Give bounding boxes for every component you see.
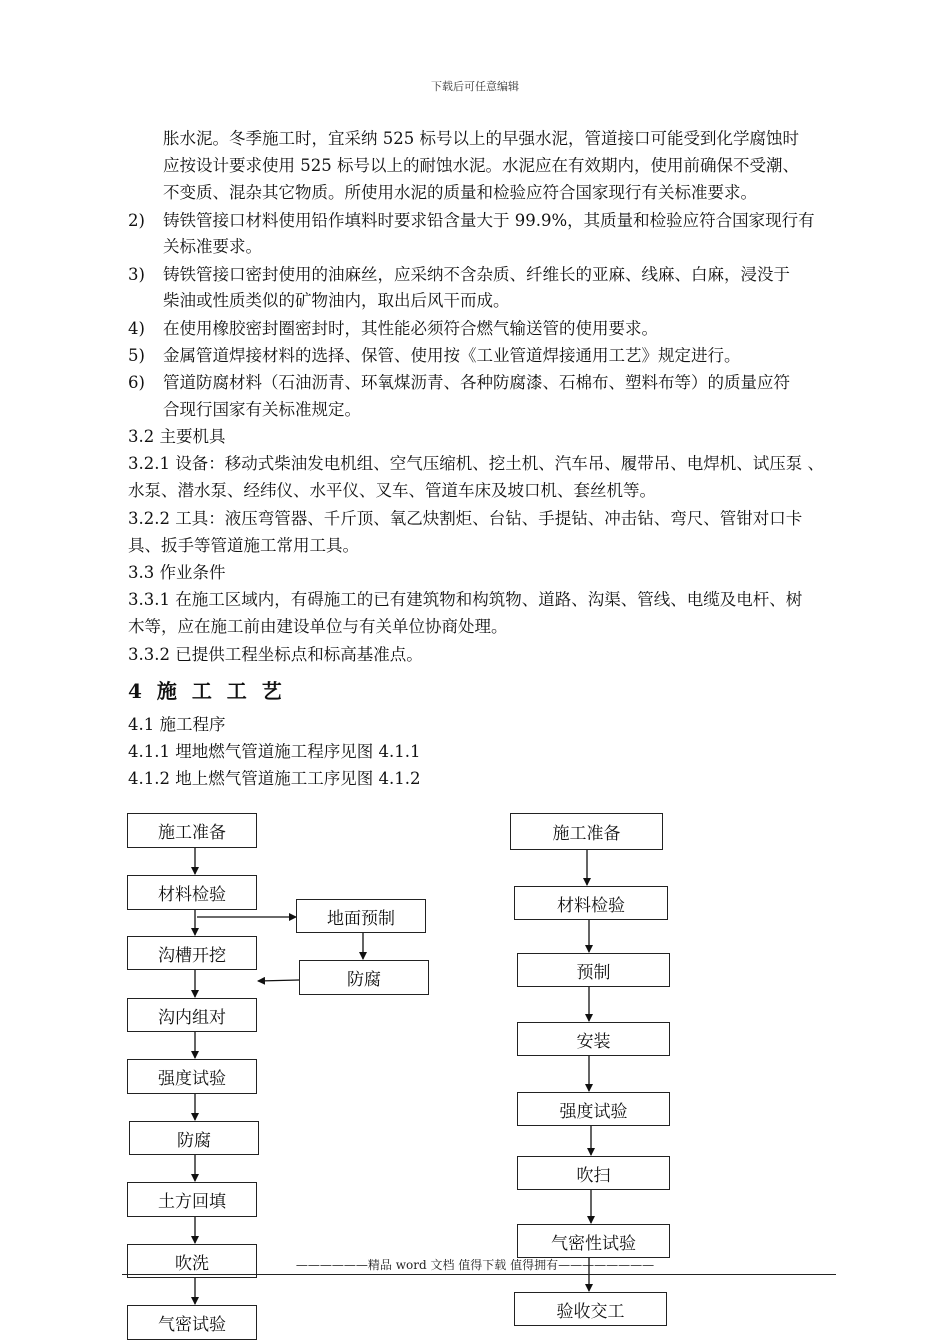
- flow-box: 吹扫: [517, 1156, 670, 1190]
- paragraph-line: 木等，应在施工前由建设单位与有关单位协商处理。: [128, 617, 508, 636]
- flow-box: 施工准备: [127, 813, 257, 848]
- paragraph-line: 3.2.2 工具：液压弯管器、千斤顶、氧乙炔割炬、台钻、手提钻、冲击钻、弯尺、管钳对口卡: [128, 509, 803, 528]
- section-heading: 3.2 主要机具: [128, 427, 226, 446]
- paragraph-line: 铸铁管接口密封使用的油麻丝，应采纳不含杂质、纤维长的亚麻、线麻、白麻，浸没于: [163, 265, 790, 284]
- chapter-heading: 4 施 工 工 艺: [128, 679, 286, 703]
- paragraph-line: 关标准要求。: [163, 237, 262, 256]
- paragraph-line: 4.1.1 埋地燃气管道施工程序见图 4.1.1: [128, 742, 421, 761]
- paragraph-line: 铸铁管接口材料使用铅作填料时要求铅含量大于 99.9%，其质量和检验应符合国家现行有: [163, 211, 815, 230]
- paragraph-line: 管道防腐材料（石油沥青、环氧煤沥青、各种防腐漆、石棉布、塑料布等）的质量应符: [163, 373, 790, 392]
- paragraph-line: 3.3.1 在施工区域内，有碍施工的已有建筑物和构筑物、道路、沟渠、管线、电缆及电杆、树: [128, 590, 803, 609]
- paragraph-line: 4.1.2 地上燃气管道施工工序见图 4.1.2: [128, 769, 421, 788]
- flow-box: 气密性试验: [517, 1224, 670, 1258]
- flow-box: 沟槽开挖: [127, 936, 257, 970]
- flow-box: 材料检验: [127, 875, 257, 910]
- paragraph-line: 应按设计要求使用 525 标号以上的耐蚀水泥。水泥应在有效期内，使用前确保不受潮、: [163, 156, 799, 175]
- flow-box-side: 地面预制: [296, 899, 426, 933]
- flow-box: 强度试验: [127, 1059, 257, 1094]
- paragraph-line: 水泵、潜水泵、经纬仪、水平仪、叉车、管道车床及坡口机、套丝机等。: [128, 481, 656, 500]
- paragraph-line: 3.3.2 已提供工程坐标点和标高基准点。: [128, 645, 423, 664]
- flow-box: 安装: [517, 1022, 670, 1056]
- flow-box-side: 防腐: [299, 960, 429, 995]
- paragraph-line: 3.2.1 设备：移动式柴油发电机组、空气压缩机、挖土机、汽车吊、履带吊、电焊机、试压泵 、: [128, 454, 824, 473]
- flow-box: 预制: [517, 953, 670, 987]
- list-number: 2): [128, 211, 145, 230]
- list-number: 6): [128, 373, 145, 392]
- flow-box: 吹洗: [127, 1244, 257, 1278]
- flow-box: 沟内组对: [127, 998, 257, 1032]
- flow-box: 施工准备: [510, 813, 663, 850]
- flow-box: 强度试验: [517, 1092, 670, 1126]
- list-number: 3): [128, 265, 145, 284]
- section-heading: 4.1 施工程序: [128, 715, 226, 734]
- paragraph-line: 不变质、混杂其它物质。所使用水泥的质量和检验应符合国家现行有关标准要求。: [163, 183, 757, 202]
- flow-box: 土方回填: [127, 1182, 257, 1217]
- flow-box: 材料检验: [514, 886, 668, 920]
- flow-box: 验收交工: [514, 1292, 667, 1326]
- paragraph-line: 柴油或性质类似的矿物油内，取出后风干而成。: [163, 291, 510, 310]
- section-heading: 3.3 作业条件: [128, 563, 226, 582]
- flow-box: 防腐: [129, 1121, 259, 1155]
- paragraph-line: 金属管道焊接材料的选择、保管、使用按《工业管道焊接通用工艺》规定进行。: [163, 346, 741, 365]
- paragraph-line: 具、扳手等管道施工常用工具。: [128, 536, 359, 555]
- paragraph-line: 合现行国家有关标准规定。: [163, 400, 361, 419]
- list-number: 5): [128, 346, 145, 365]
- paragraph-line: 胀水泥。冬季施工时，宜采纳 525 标号以上的早强水泥，管道接口可能受到化学腐蚀时: [163, 129, 799, 148]
- page-header: 下载后可任意编辑: [431, 80, 519, 93]
- list-number: 4): [128, 319, 145, 338]
- page-footer: ——————精品 word 文档 值得下载 值得拥有————————: [295, 1258, 655, 1272]
- footer-rule: [122, 1274, 836, 1275]
- flow-box: 气密试验: [127, 1305, 257, 1340]
- paragraph-line: 在使用橡胶密封圈密封时，其性能必须符合燃气输送管的使用要求。: [163, 319, 658, 338]
